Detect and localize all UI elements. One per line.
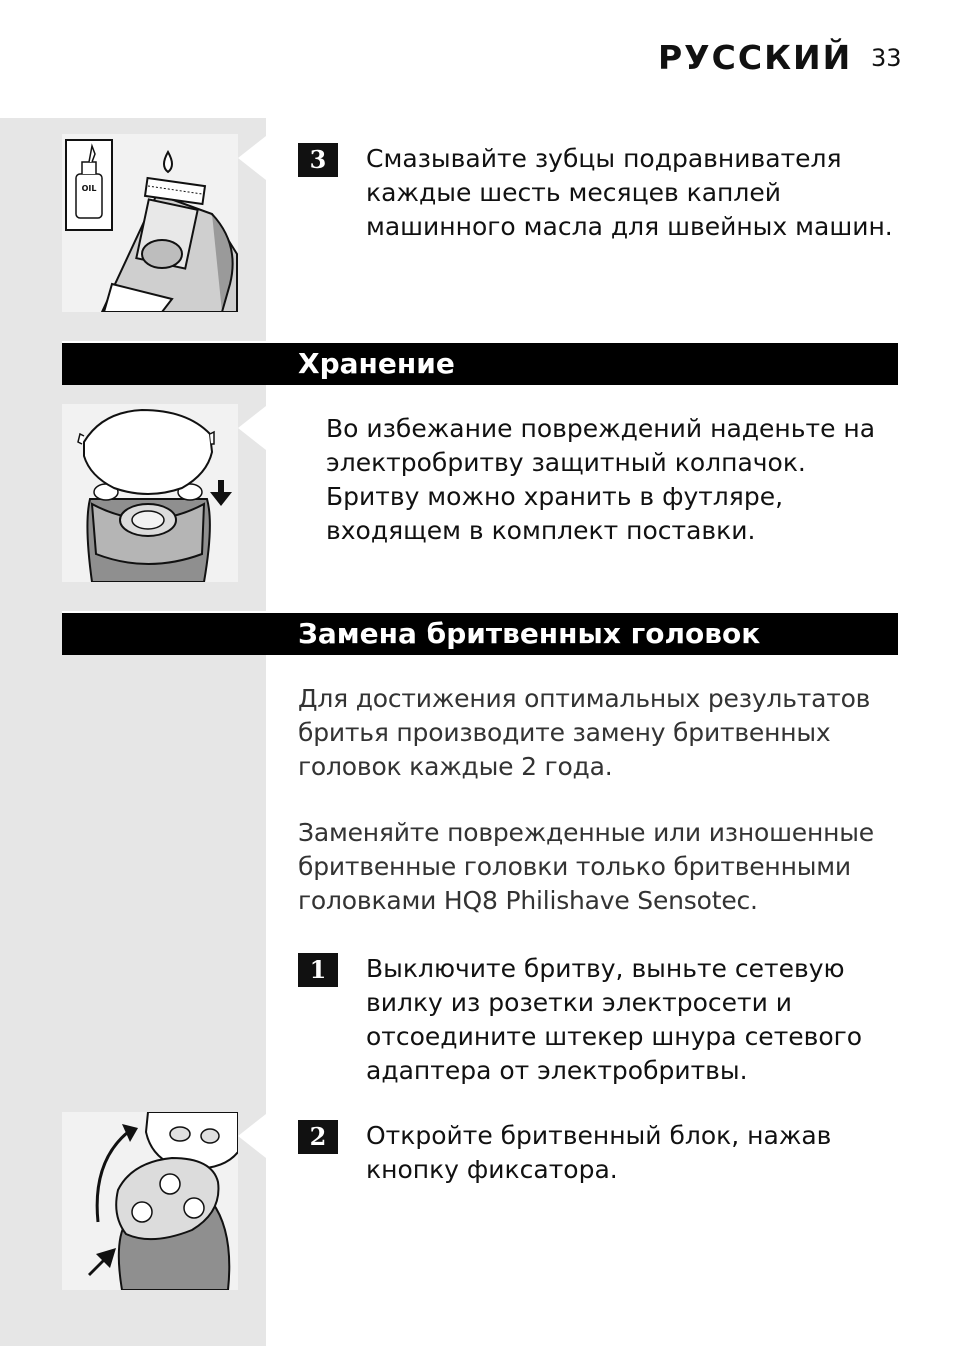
oil-trimmer-illustration [62,134,238,312]
replacement-advice: Заменяйте поврежденные или изношенные бритвенные головки только бритвенными головками HQ8 Philishave Sensotec. [298,818,874,915]
step-3-text: Смазывайте зубцы подравнивателя каждые шесть месяцев каплей машинного масла для швейных машин. [366,144,893,241]
open-shaving-unit-illustration [62,1112,238,1290]
step-2-number: 2 [298,1120,338,1154]
storage-title: Хранение [298,347,455,380]
replacement-title: Замена бритвенных головок [298,617,761,650]
step-1-number: 1 [298,953,338,987]
protection-cap-illustration [62,404,238,582]
step-3-number: 3 [298,143,338,177]
oil-label: OIL [81,184,97,193]
illustration-pointer [238,136,266,180]
step-2-text: Откройте бритвенный блок, нажав кнопку фиксатора. [366,1121,832,1184]
language-header: РУССКИЙ [658,38,853,77]
replacement-intro: Для достижения оптимальных результатов бритья производите замену бритвенных головок каждые 2 года. [298,684,871,781]
illustration-pointer [238,1114,266,1158]
section-bar-replacement [62,611,898,655]
section-bar-storage [62,341,898,385]
page-number: 33 [871,44,902,72]
step-1-text: Выключите бритву, выньте сетевую вилку из розетки электросети и отсоедините штекер шнура сетевого адаптера от электробритвы. [366,954,863,1085]
storage-paragraph: Во избежание повреждений наденьте на электробритву защитный колпачок. Бритву можно хранить в футляре, входящем в комплект поставки. [326,414,876,545]
illustration-pointer [238,406,266,450]
